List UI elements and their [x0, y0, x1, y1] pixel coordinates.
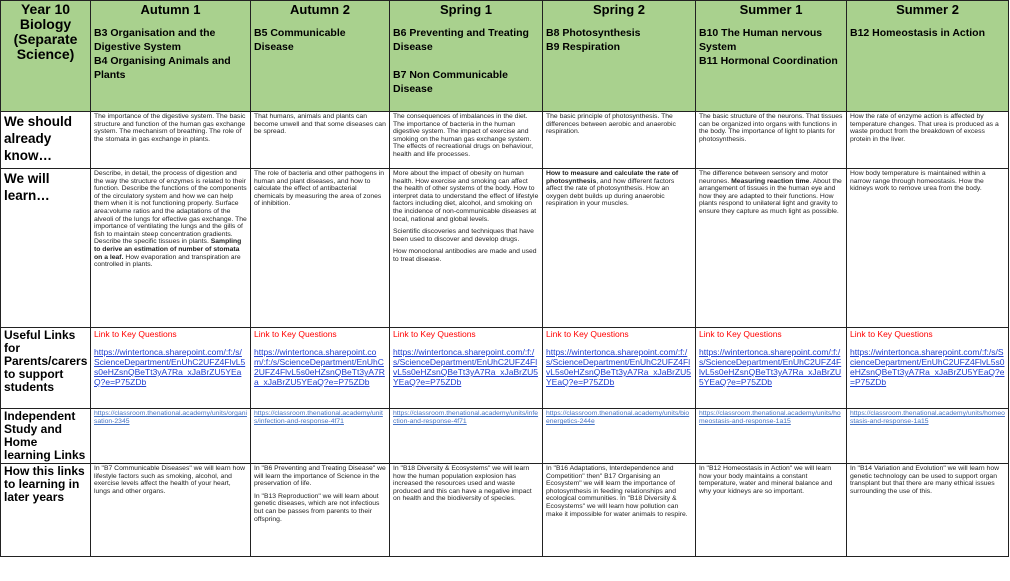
- col-autumn-2: [251, 1, 390, 112]
- sharepoint-link[interactable]: https://wintertonca.sharepoint.com/:f:/s/ScienceDepartment/EnUhC2UFZ4FlvL5s0eHZsnQBeTt3yA7Ra_xJaBrZU5YEaQ?e=P75ZDb: [94, 347, 246, 387]
- sharepoint-link[interactable]: https://wintertonca.sharepoint.com/:f:/s/ScienceDepartment/EnUhC2UFZ4FlvL5s0eHZsnQBeTt3yA7Ra_xJaBrZU5YEaQ?e=P75ZDb: [850, 347, 1005, 387]
- year-title: Year 10 Biology (Separate Science): [1, 1, 91, 112]
- paragraph: How monoclonal antibodies are made and used to treat disease.: [393, 248, 537, 263]
- cell-text: In "B12 Homeostasis in Action" we will learn how your body maintains a constant temperature, water and mineral balance and why your kidneys are so important.: [696, 464, 847, 557]
- topic-label: B11 Hormonal Coordination: [699, 55, 838, 67]
- links-cell: [696, 409, 847, 464]
- row-later-years: [1, 464, 1009, 557]
- key-questions-link[interactable]: Link to Key Questions: [850, 329, 933, 339]
- row-will-learn: [1, 169, 1009, 328]
- row-label: We will learn…: [1, 169, 91, 328]
- oak-academy-link[interactable]: https://classroom.thenational.academy/units/homeostasis-and-response-1a15: [699, 410, 841, 425]
- topic-label: B9 Respiration: [546, 41, 621, 53]
- cell-text: [543, 169, 696, 328]
- links-cell: [390, 328, 543, 409]
- cell-text: The consequences of imbalances in the diet. The importance of bacteria in the human digestive system. The impact of exercise and smoking on the human gas exchange system. The effects of recreational drugs on behaviour, health and life processes.: [390, 112, 543, 169]
- paragraph: In "B6 Preventing and Treating Disease" we will learn the importance of Science in the preservation of life.: [254, 465, 386, 488]
- text-run: How evaporation and transpiration are controlled in plants.: [94, 253, 241, 269]
- row-independent-study: [1, 409, 1009, 464]
- col-summer-1: [696, 1, 847, 112]
- topic-label: B8 Photosynthesis: [546, 27, 641, 39]
- col-spring-2: [543, 1, 696, 112]
- text-run: Describe, in detail, the process of digestion and the way the structure of enzymes is related to their function. Describe the functions of the components of the circulatory system and how we can help them when it is not functioning properly. Surface area:volume ratios and the adaptations of the alveoli of the lungs for effective gas exchange. The importance of ventilating the lungs and the gills of fish to maintain steep concentration gradients. Describe the specific tissues in plants.: [94, 170, 247, 246]
- links-cell: [696, 328, 847, 409]
- links-cell: [251, 328, 390, 409]
- col-autumn-1: [91, 1, 251, 112]
- paragraph: More about the impact of obesity on human health. How exercise and smoking can affect the health of other systems of the body. How to interpret data to understand the effect of lifestyle factors including diet, alcohol, and smoking on the incidence of non-communicable diseases at local, national and global levels.: [393, 170, 539, 223]
- sharepoint-link[interactable]: https://wintertonca.sharepoint.com/:f:/s/ScienceDepartment/EnUhC2UFZ4FlvL5s0eHZsnQBeTt3yA7Ra_xJaBrZU5YEaQ?e=P75ZDb: [546, 347, 692, 387]
- cell-text: The role of bacteria and other pathogens in human and plant diseases, and how to calculate the effect of antibacterial chemicals by measuring the area of zones of inhibition.: [251, 169, 390, 328]
- season-label: Summer 1: [739, 2, 803, 17]
- cell-text: How the rate of enzyme action is affected by temperature changes. That urea is produced as a waste product from the breakdown of excess protein in the liver.: [847, 112, 1009, 169]
- links-cell: [91, 409, 251, 464]
- season-label: Summer 2: [896, 2, 959, 17]
- cell-text: In "B14 Variation and Evolution" we will learn how genetic technology can be used to support organ transplant but that there are many ethical issues surrounding the use of this.: [847, 464, 1009, 557]
- oak-academy-link[interactable]: https://classroom.thenational.academy/units/homeostasis-and-response-1a15: [850, 410, 1005, 425]
- cell-text: The basic structure of the neurons. That tissues can be organized into organs with functions in the body. The importance of light to plants for photosynthesis.: [696, 112, 847, 169]
- cell-text: In "B16 Adaptations, Interdependence and Competition" then" B17 Organising an Ecosystem" we will learn the importance of photosynthesis in feeding relationships and ecological communities. In "B18 Diversity & Ecosystems" we will learn how pollution can make it impossible for water animals to respire.: [543, 464, 696, 557]
- topic-label: B3 Organisation and the Digestive System: [94, 27, 216, 53]
- row-label: We should already know…: [1, 112, 91, 169]
- topic-label: B10 The Human nervous System: [699, 27, 823, 53]
- season-label: Autumn 1: [140, 2, 201, 17]
- oak-academy-link[interactable]: https://classroom.thenational.academy/units/infection-and-response-4f71: [393, 410, 539, 425]
- sharepoint-link[interactable]: https://wintertonca.sharepoint.com/:f:/s/ScienceDepartment/EnUhC2UFZ4FlvL5s0eHZsnQBeTt3yA7Ra_xJaBrZU5YEaQ?e=P75ZDb: [699, 347, 842, 387]
- cell-text: [251, 464, 390, 557]
- topic-label: B7 Non Communicable Disease: [393, 69, 508, 95]
- cell-text: [696, 169, 847, 328]
- topic-label: B5 Communicable Disease: [254, 27, 346, 53]
- cell-text: In "B7 Communicable Diseases" we will learn how lifestyle factors such as smoking, alcohol, and exercise levels affect the health of your heart, lungs and other organs.: [91, 464, 251, 557]
- bold-text-run: Sampling to derive an estimation of number of stomata on a leaf.: [94, 238, 242, 261]
- links-cell: [251, 409, 390, 464]
- sharepoint-link[interactable]: https://wintertonca.sharepoint.com/:f:/s/ScienceDepartment/EnUhC2UFZ4FlvL5s0eHZsnQBeTt3yA7Ra_xJaBrZU5YEaQ?e=P75ZDb: [254, 347, 385, 387]
- row-label: Independent Study and Home learning Links: [1, 409, 91, 464]
- cell-text: The basic principle of photosynthesis. The differences between aerobic and anaerobic respiration.: [543, 112, 696, 169]
- topic-label: B4 Organising Animals and Plants: [94, 55, 231, 81]
- cell-text: That humans, animals and plants can become unwell and that some diseases can be spread.: [251, 112, 390, 169]
- oak-academy-link[interactable]: https://classroom.thenational.academy/units/organisation-2345: [94, 410, 248, 425]
- text-run: , and how different factors affect the rate of photosynthesis. How an oxygen debt builds up during anaerobic respiration in your muscles.: [546, 177, 675, 208]
- row-label: Useful Links for Parents/carers to support students: [1, 328, 91, 409]
- col-summer-2: [847, 1, 1009, 112]
- oak-academy-link[interactable]: https://classroom.thenational.academy/units/bioenergetics-244e: [546, 410, 690, 425]
- text-run: . About the arrangement of tissues in the human eye and how they are adapted to their functions. How plants respond to unilateral light and gravity to ensure they capture as much light as possible.: [699, 177, 842, 215]
- cell-text: [390, 169, 543, 328]
- cell-text: [91, 169, 251, 328]
- cell-text: The importance of the digestive system. The basic structure and function of the human gas exchange system. The mechanism of breathing. The role of the stomata in gas exchange in plants.: [91, 112, 251, 169]
- text-run: The difference between sensory and motor neurones.: [699, 170, 829, 185]
- links-cell: [847, 328, 1009, 409]
- season-label: Autumn 2: [290, 2, 350, 17]
- header-row: [1, 1, 1009, 112]
- links-cell: [91, 328, 251, 409]
- col-spring-1: [390, 1, 543, 112]
- oak-academy-link[interactable]: https://classroom.thenational.academy/units/infection-and-response-4f71: [254, 410, 383, 425]
- key-questions-link[interactable]: Link to Key Questions: [393, 329, 476, 339]
- row-useful-links: [1, 328, 1009, 409]
- key-questions-link[interactable]: Link to Key Questions: [546, 329, 629, 339]
- sharepoint-link[interactable]: https://wintertonca.sharepoint.com/:f:/s/ScienceDepartment/EnUhC2UFZ4FlvL5s0eHZsnQBeTt3yA7Ra_xJaBrZU5YEaQ?e=P75ZDb: [393, 347, 539, 387]
- paragraph: Scientific discoveries and techniques that have been used to discover and develop drugs.: [393, 228, 534, 243]
- bold-text-run: Measuring reaction time: [731, 177, 810, 185]
- season-label: Spring 1: [439, 2, 492, 17]
- row-label: How this links to learning in later years: [1, 464, 91, 557]
- paragraph: In "B13 Reproduction" we will learn about genetic diseases, which are not infectious but can be passes from parents to their offspring.: [254, 492, 380, 523]
- links-cell: [543, 409, 696, 464]
- key-questions-link[interactable]: Link to Key Questions: [94, 329, 177, 339]
- links-cell: [847, 409, 1009, 464]
- row-already-know: [1, 112, 1009, 169]
- links-cell: [390, 409, 543, 464]
- key-questions-link[interactable]: Link to Key Questions: [699, 329, 782, 339]
- season-label: Spring 2: [592, 2, 645, 17]
- bold-text-run: How to measure and calculate the rate of photosynthesis: [546, 170, 679, 185]
- topic-label: B6 Preventing and Treating Disease: [393, 27, 529, 53]
- links-cell: [543, 328, 696, 409]
- topic-label: B12 Homeostasis in Action: [850, 27, 985, 39]
- key-questions-link[interactable]: Link to Key Questions: [254, 329, 337, 339]
- cell-text: How body temperature is maintained within a narrow range through homeostasis. How the kidneys work to remove urea from the body.: [847, 169, 1009, 328]
- cell-text: In "B18 Diversity & Ecosystems" we will learn how the human population explosion has increased the resources used and waste produced and this can have a negative impact on health and the biodiversity of species.: [390, 464, 543, 557]
